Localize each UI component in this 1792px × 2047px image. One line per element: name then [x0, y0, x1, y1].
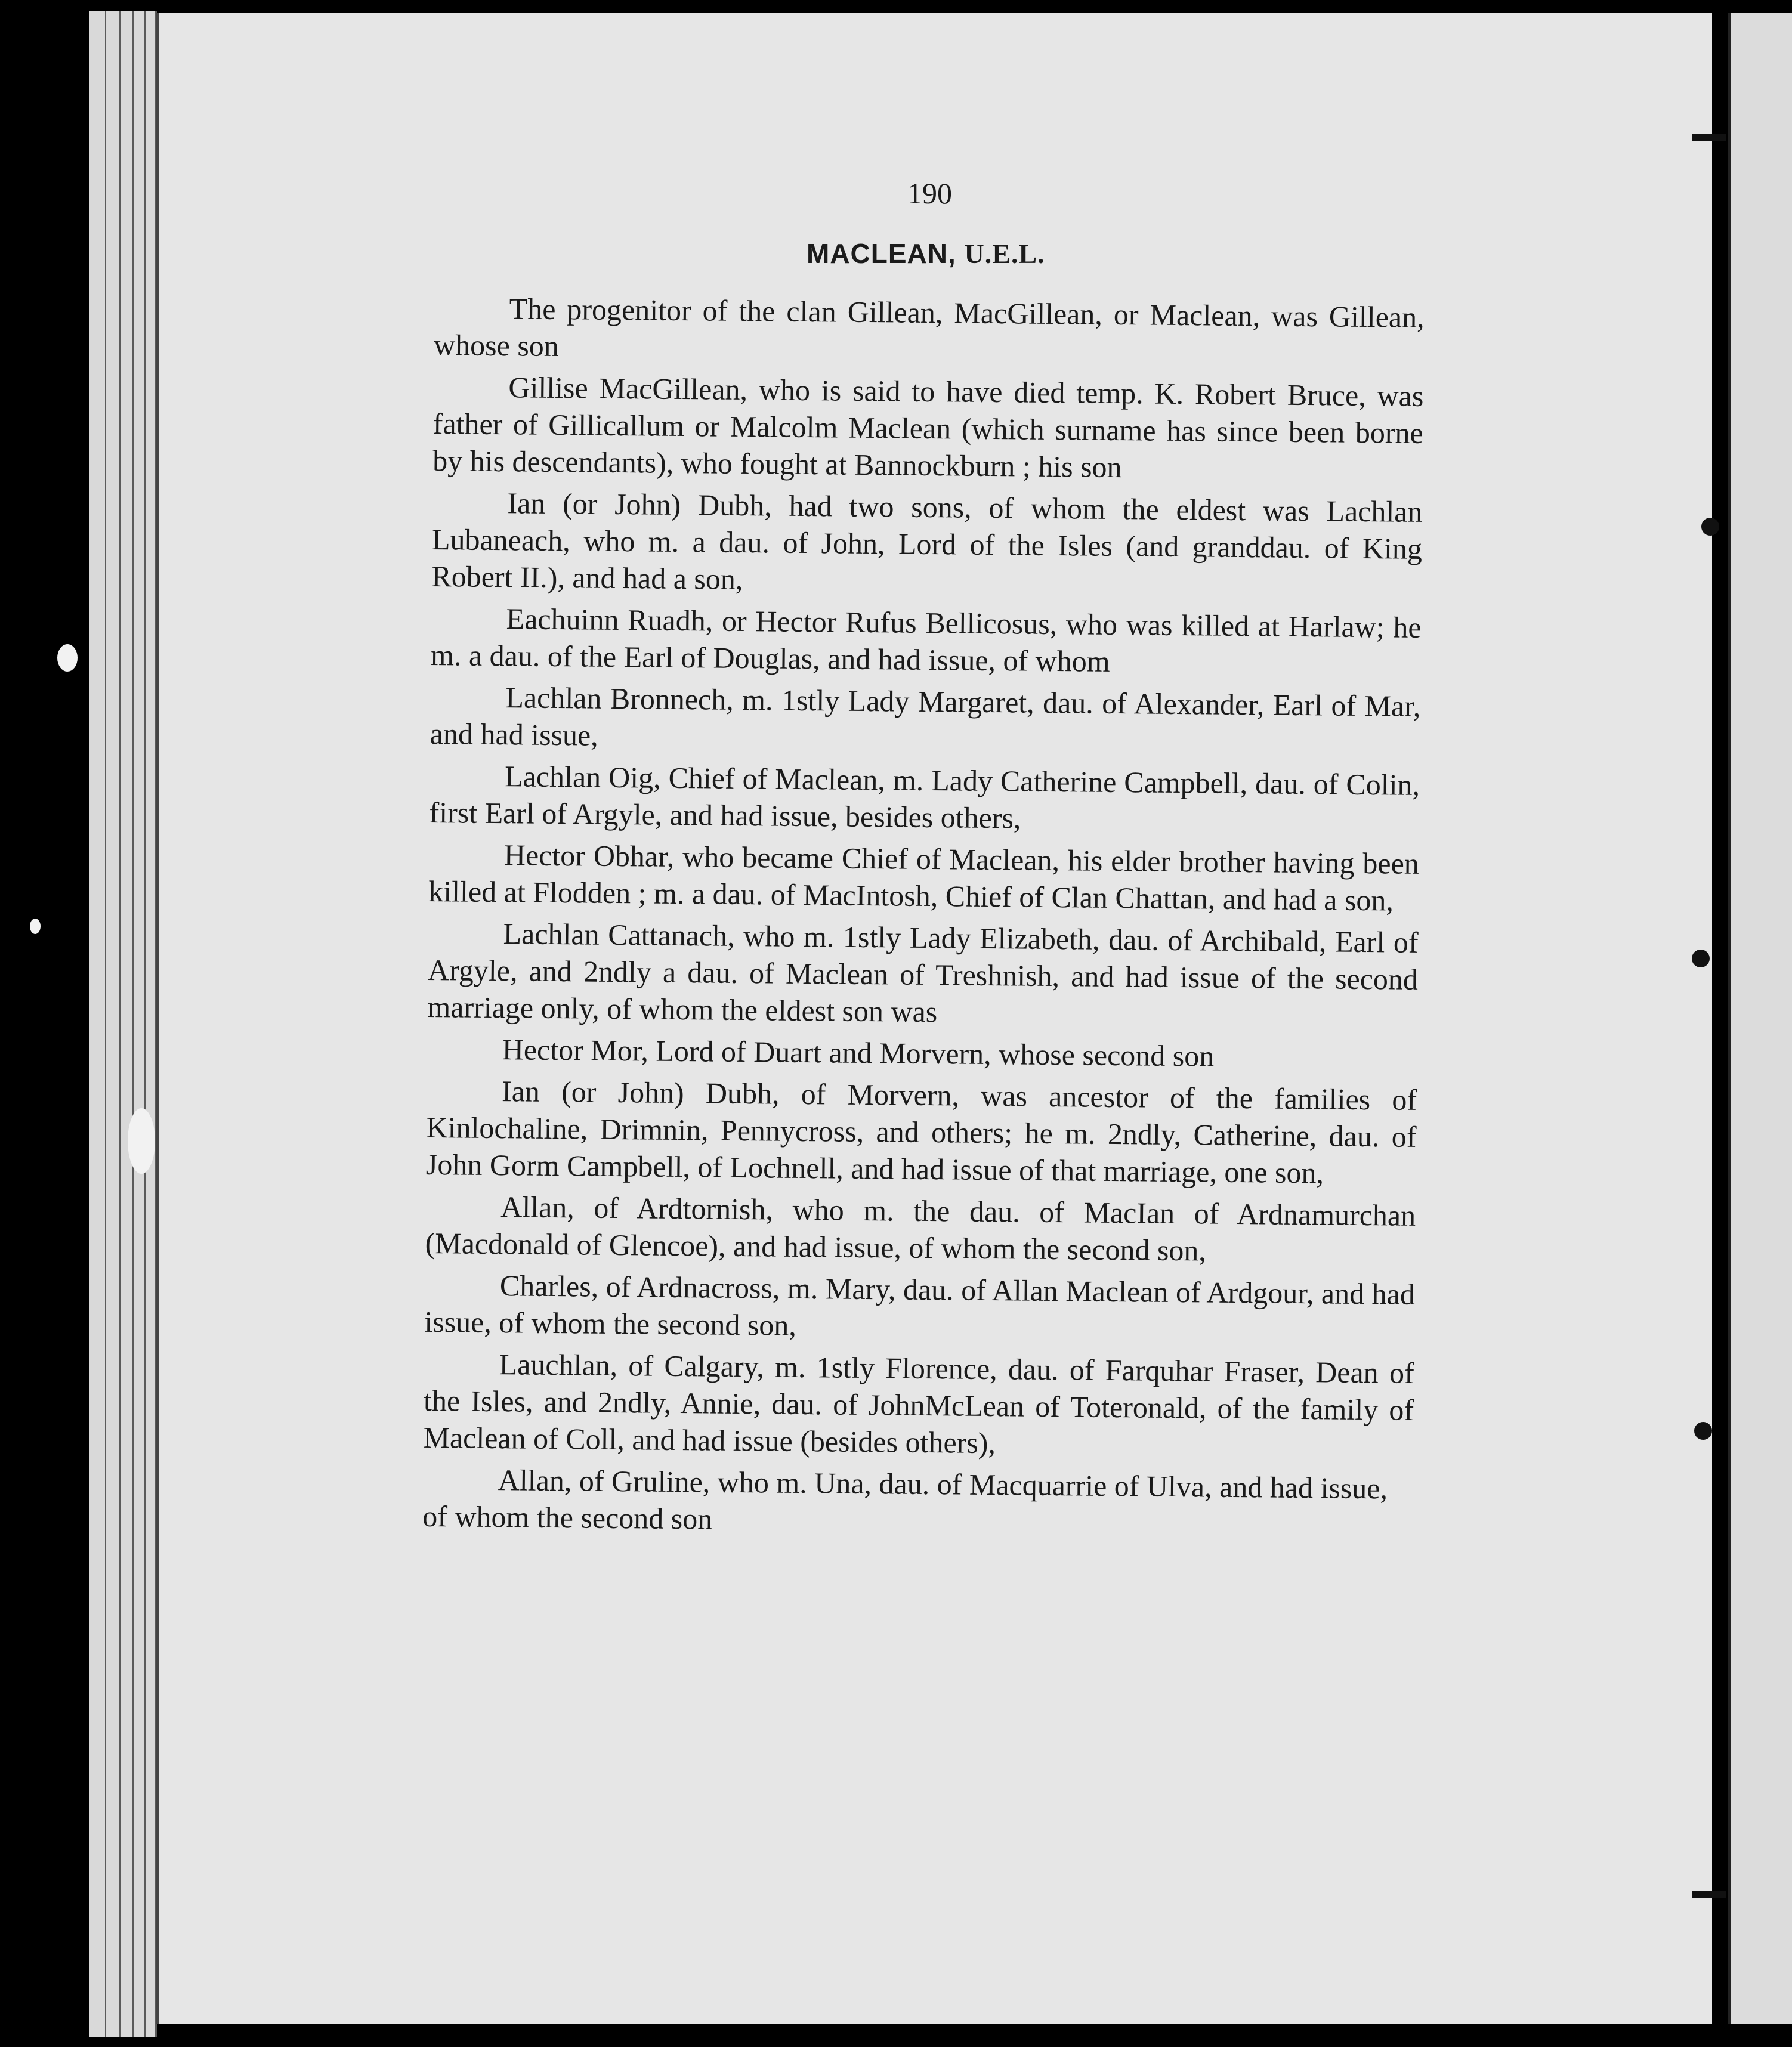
binding-tab	[1692, 1891, 1726, 1898]
paragraph: Hector Obhar, who became Chief of Maclean, his elder brother having been killed at Flodden ; m. a dau. of MacIntosh, Chief of Clan Chattan, and had a son,	[428, 838, 1420, 917]
paragraph: Lachlan Bronnech, m. 1stly Lady Margaret, dau. of Alexander, Earl of Mar, and had issue,	[430, 681, 1421, 752]
page-heading	[807, 237, 1045, 270]
page-number: 190	[907, 177, 952, 210]
binding-mark	[1694, 1422, 1712, 1440]
paragraph: Allan, of Ardtornish, who m. the dau. of MacIan of Ardnamurchan (Macdonald of Glencoe), and had issue, of whom the second son,	[425, 1190, 1416, 1267]
heading-suffix: U.E.L.	[964, 239, 1045, 269]
paragraph: Ian (or John) Dubh, of Morvern, was ancestor of the families of Kinlochaline, Drimnin, Pennycross, and others; he m. 2ndly, Catherine, dau. of John Gorm Campbell, of Lochnell, and had issue of that marriage, one son,	[425, 1074, 1417, 1190]
paragraph: Gillise MacGillean, who is said to have died temp. K. Robert Bruce, was father of Gillicallum or Malcolm Maclean (which surname has since been borne by his descendants), who fought at Bannockburn ; his son	[432, 370, 1424, 484]
paragraph: Hector Mor, Lord of Duart and Morvern, whose second son	[502, 1032, 1215, 1073]
heading-name: MACLEAN,	[807, 238, 956, 269]
paragraph: Lachlan Oig, Chief of Maclean, m. Lady Catherine Campbell, dau. of Colin, first Earl of Argyle, and had issue, besides others,	[429, 759, 1420, 835]
binding-tab	[1692, 134, 1726, 141]
paragraph: Charles, of Ardnacross, m. Mary, dau. of Allan Maclean of Ardgour, and had issue, of whom the second son,	[424, 1269, 1416, 1342]
paragraph: Lachlan Cattanach, who m. 1stly Lady Elizabeth, dau. of Archibald, Earl of Argyle, and 2ndly a dau. of Maclean of Treshnish, and had issue of the second marriage only, of whom the eldest son was	[427, 917, 1419, 1029]
page-edge	[106, 11, 121, 2037]
paragraph: Lauchlan, of Calgary, m. 1stly Florence, dau. of Farquhar Fraser, Dean of the Isles, and 2ndly, Annie, dau. of JohnMcLean of Toteronald, of the family of Maclean of Coll, and had issue (besides others),	[423, 1347, 1414, 1460]
paragraph: The progenitor of the clan Gillean, MacGillean, or Maclean, was Gillean, whose son	[433, 292, 1425, 363]
paragraph: Allan, of Gruline, who m. Una, dau. of Macquarrie of Ulva, and had issue, of whom the second son	[422, 1463, 1388, 1536]
paragraph: Ian (or John) Dubh, had two sons, of whom the eldest was Lachlan Lubaneach, who m. a dau. of John, Lord of the Isles (and granddau. of King Robert II.), and had a son,	[431, 486, 1423, 596]
page-edge	[146, 11, 157, 2037]
paragraph: Eachuinn Ruadh, or Hector Rufus Bellicosus, who was killed at Harlaw; he m. a dau. of the Earl of Douglas, and had issue, of whom	[430, 602, 1422, 678]
binding-mark	[1701, 518, 1719, 536]
scan-speck	[57, 644, 78, 672]
page-edge	[121, 11, 134, 2037]
scan-speck	[128, 1108, 155, 1174]
scan-speck	[30, 919, 41, 934]
page-edge	[89, 11, 107, 2037]
binding-mark	[1692, 950, 1710, 967]
body-text	[422, 289, 1425, 1549]
page-edge	[134, 11, 146, 2037]
adjacent-page-edge	[1728, 13, 1792, 2024]
